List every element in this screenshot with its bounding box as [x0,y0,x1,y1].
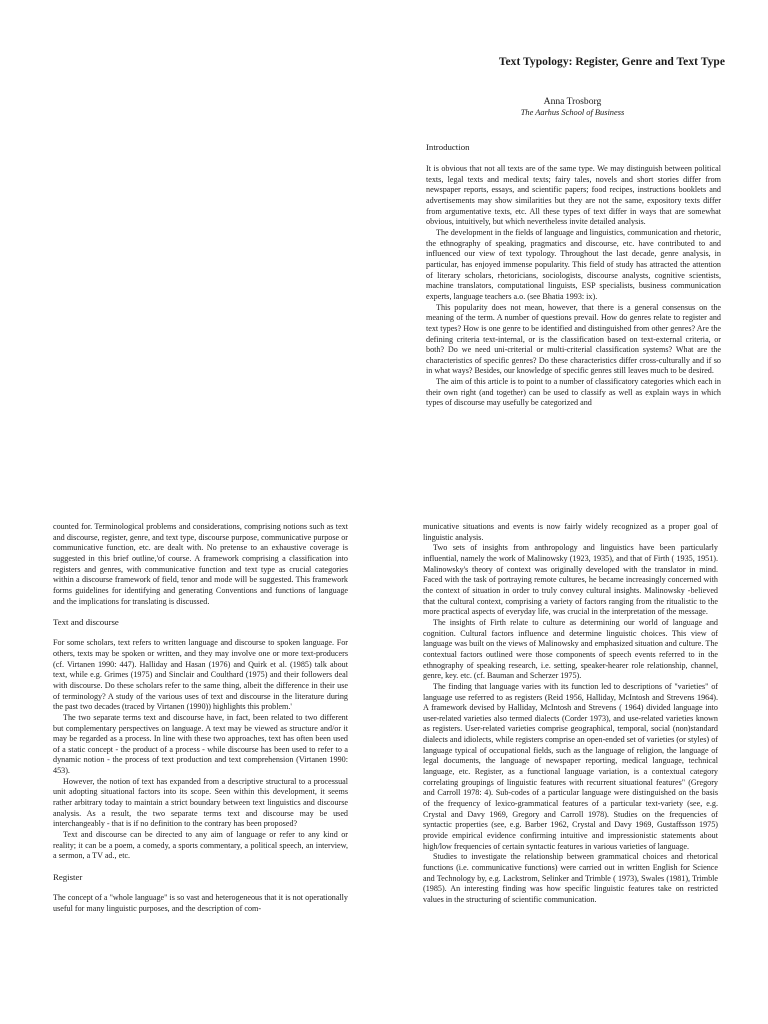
intro-paragraph: The aim of this article is to point to a number of classificatory categories which each in their own right (and together) can be used to classify as well as explain ways in which types of discourse may usefully be categorized and [426,377,721,408]
body-paragraph: The concept of a "whole language" is so vast and heterogeneous that it is not operationally useful for many linguistic purposes, and the description of com- [53,893,348,913]
section-heading-introduction: Introduction [426,142,470,152]
body-paragraph: Text and discourse can be directed to any aim of language or refer to any kind or reality; it can be a poem, a comedy, a sports commentary, a political speech, an interview, a sermon, a TV ad., etc. [53,830,348,861]
body-paragraph: Two sets of insights from anthropology and linguistics have been particularly influential, namely the work of Malinowsky (1923, 1935), and that of Firth ( 1935, 1951). Malinowsky's theory of context was originally developed with the translator in mind. Faced with the task of portraying remote cultures, he became increasingly concerned with the context of situation in order to truly convey cultural insights. Malinowsky -believed that the cultural context, comprising a variety of factors ranging from the ritualistic to the more practical aspects of everyday life, was crucial in the interpretation of the message. [423,543,718,617]
section-heading-text-and-discourse: Text and discourse [53,617,119,628]
intro-paragraph: The development in the fields of language and linguistics, communication and rhetoric, the ethnography of speaking, pragmatics and discourse, etc. have contributed to and influenced our view of text typology. Throughout the last decade, genre analysis, in particular, has enjoyed immense popularity. This field of study has attracted the attention of literary scholars, rhetoricians, sociologists, discourse analysts, cognitive scientists, machine translators, computational linguists, ESP specialists, business communication experts, language teachers a.o. (see Bhatia 1993: ix). [426,227,721,301]
body-paragraph: municative situations and events is now fairly widely recognized as a proper goal of linguistic analysis. [423,522,718,542]
author-affiliation: The Aarhus School of Business [520,108,625,117]
body-paragraph: The finding that language varies with its function led to descriptions of "varieties" of language use referred to as registers (Reid 1956, Halliday, McIntosh and Strevens 1964). A framework devised by Halliday, McIntosh and Strevens ( 1964) divided language into user-related varieties also termed dialects (Corder 1973), and use-related varieties known as registers. User-related varieties comprise geographical, temporal, social (non)standard dialects and idiolects, while registers comprise an open-ended set of varieties (or styles) of language typical of occupational fields, such as the language of religion, the language of legal documents, the language of newspaper reporting, medical language, technical language, etc. Register, as a functional language variation, is a contextual category correlating groupings of linguistic features with recurrent situational features" (Gregory and Carroll 1978: 4). Sub-codes of a particular language were distinguished on the basis of the frequency of lexico-grammatical features of a particular text-variety (see, e.g. Crystal and Davy 1969, Gregory and Carroll 1978). Studies on the frequencies of syntactic properties (see, e.g. Barber 1962, Crystal and Davy 1969, Gustaffsson 1975) provide empirical evidence confirming intuitive and impressionistic statements about high/low frequencies of certain syntactic features in various varieties of language. [423,681,718,851]
intro-paragraph: This popularity does not mean, however, that there is a general consensus on the meaning of the term. A number of questions prevail. How do genres relate to register and text types? How is one genre to be identified and distinguished from other genres? Are the defining criteria text-internal, or is the classification based on text-external criteria, or both? Do we need uni-criterial or multi-criterial classification systems? What are the characteristics of specific genres? Do these characteristics differ cross-culturally and if so in what ways? Besides, our knowledge of specific genres still leaves much to be desired. [426,302,721,376]
intro-column [426,142,721,458]
body-paragraph: However, the notion of text has expanded from a descriptive structural to a processual unit adopting situational factors into its scope. Seen within this development, it seems rather arbitrary today to maintain a strict boundary between text linguistics and discourse analysis. As a result, the two separate terms text and discourse may be used interchangeably - that is if no definition to the contrary has been proposed? [53,776,348,829]
author-name: Anna Trosborg [543,96,602,107]
body-paragraph: The two separate terms text and discourse have, in fact, been related to two different but complementary perspectives on language. A text may be viewed as structure and/or it may be regarded as a process. In line with these two approaches, text has often been used of a static concept - the product of a process - while discourse has been used to refer to a dynamic notion - the process of text production and text comprehension (Virtanen 1990: 453). [53,712,348,776]
body-paragraph: Studies to investigate the relationship between grammatical choices and rhetorical functions (i.e. communicative functions) were carried out in written English for Science and Technology by, e.g. Lackstrom, Selinker and Trimble ( 1973), Swales (1981), Trimble (1985). An interesting finding was how specific linguistic features take on restricted values in the structuring of scientific communication. [423,852,718,904]
right-column [423,522,718,1006]
intro-paragraph: It is obvious that not all texts are of the same type. We may distinguish between political texts, legal texts and medical texts; fairy tales, novels and short stories differ from newspaper reports, essays, and scientific papers; food recipes, instructions booklets and advertisements may show similarities but they are not the same, expository texts differ from argumentative texts, etc. All these types of text differ in ways that are somewhat obvious, intuitively, but which nevertheless invite detailed analysis. [426,164,721,227]
body-paragraph: The insights of Firth relate to culture as determining our world of language and cognition. Cultural factors influence and determine linguistic choices. This view of language was built on the views of Malinowsky and emphasized situation and culture. The contextual factors outlined were those components of speech events referred to in the ethnography of speaking research, i.e. setting, speaker-hearer role relationship, channel, genre, key. etc. (cf. Bauman and Scherzer 1975). [423,617,718,681]
body-paragraph: For some scholars, text refers to written language and discourse to spoken language. For others, texts may be spoken or written, and they may involve one or more text-producers (cf. Virtanen 1990: 447). Halliday and Hasan (1976) and Quirk et al. (1985) talk about text, while e.g. Grimes (1975) and Sinclair and Coulthard (1975) and their followers deal with discourse. Do these scholars refer to the same thing, albeit the difference in their use of terminology? A study of the various uses of text and discourse in the literature during the past two decades (traced by Virtanen (1990)) highlights this problem.' [53,638,348,712]
left-column [53,522,348,1006]
continued-paragraph: counted for. Terminological problems and considerations, comprising notions such as text and discourse, register, genre, and text type, discourse purpose, communicative purpose or communicative function, etc. are dealt with. No pretense to an exhaustive coverage is suggested in this brief outline,'of course. A framework comprising a classification into registers and genres, with communicative function and text type as crucial categories within a discourse framework of field, tenor and mode will be suggested. This framework forms guidelines for identifying and generating Conventions and functions of language and the implications for translating is discussed. [53,522,348,606]
article-title: Text Typology: Register, Genre and Text Type [498,56,725,68]
section-heading-register: Register [53,872,83,883]
